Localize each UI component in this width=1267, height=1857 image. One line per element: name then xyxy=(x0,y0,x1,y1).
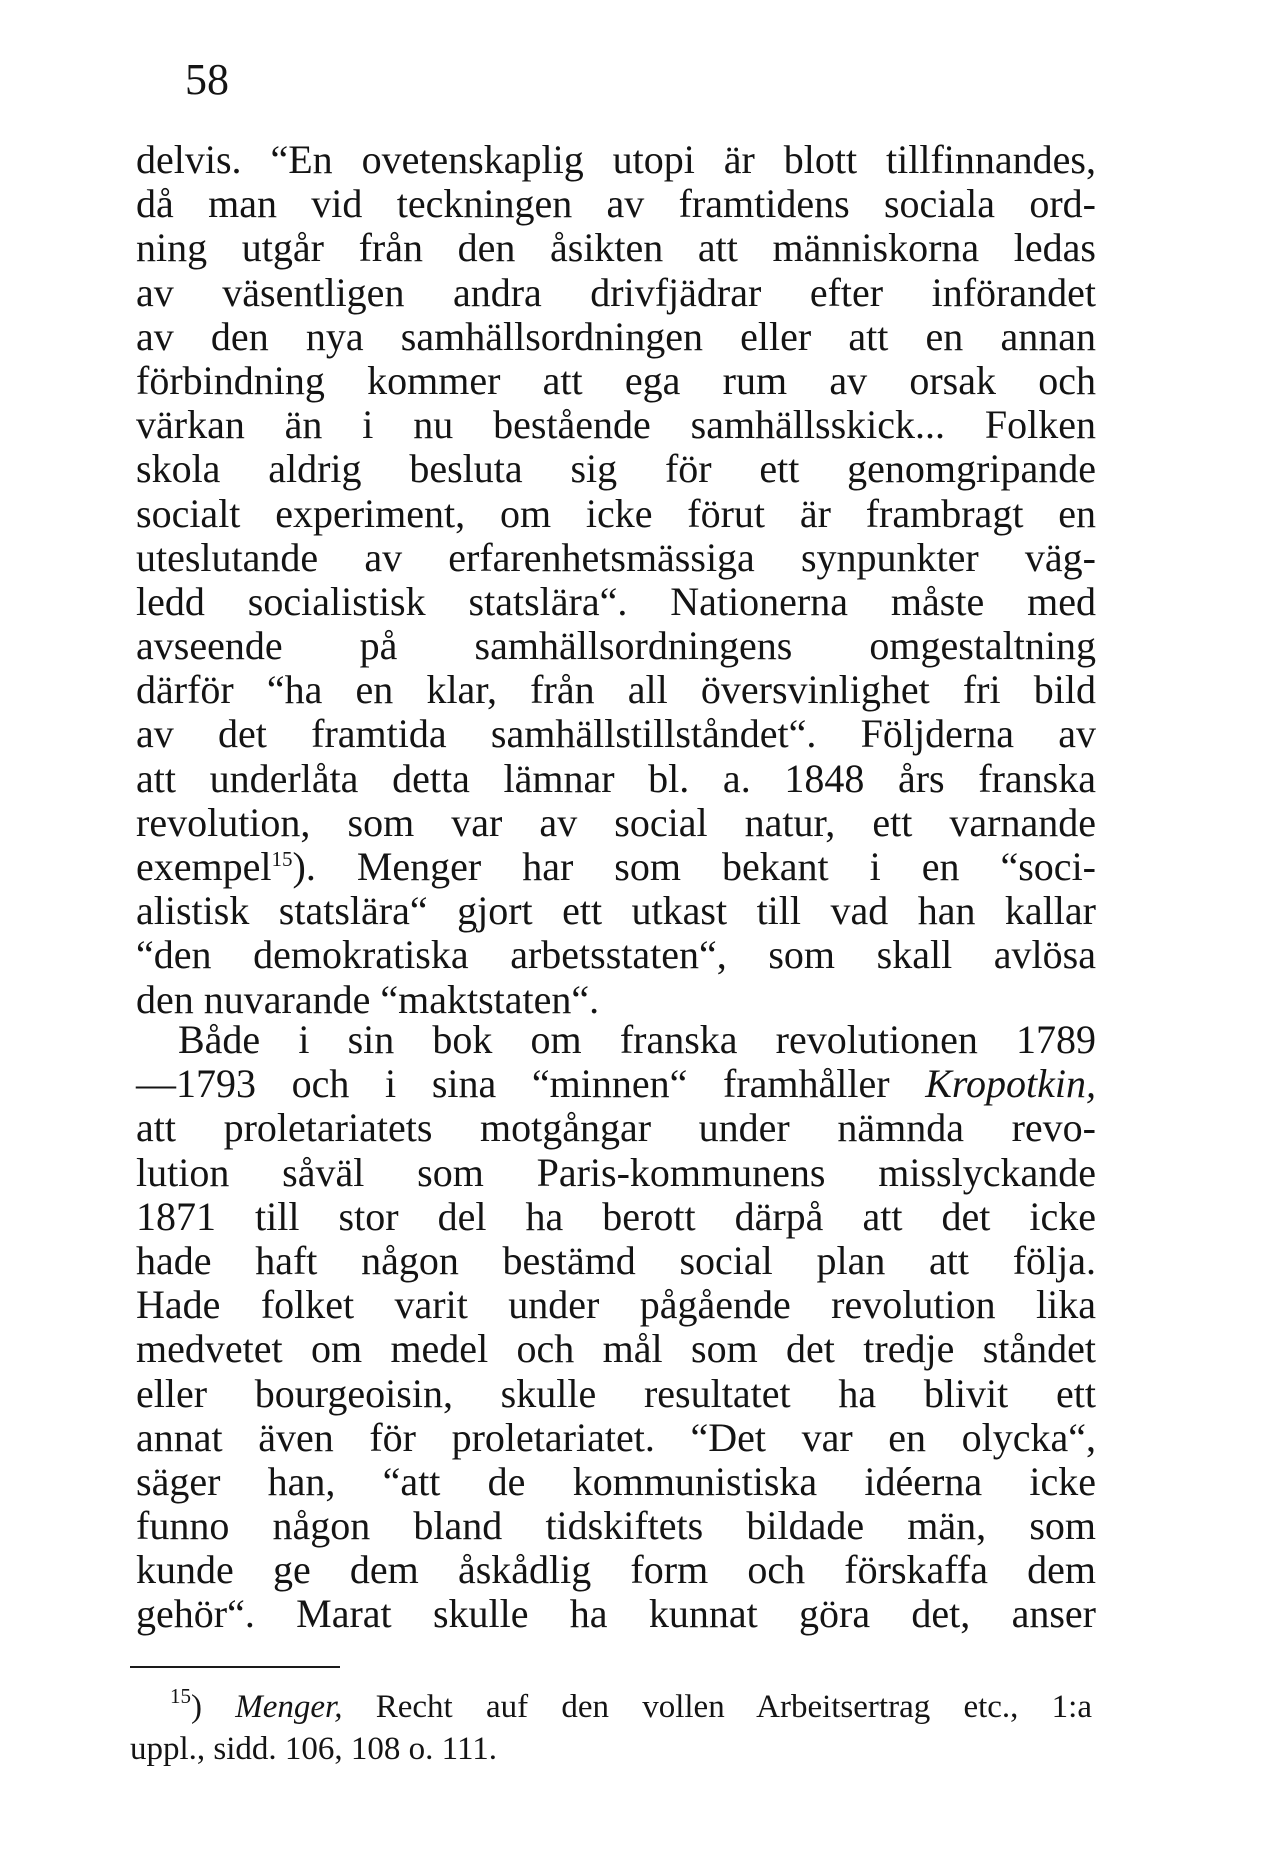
text-line: annat även för proletariatet. “Det var en olycka“, xyxy=(136,1414,1096,1460)
text-line-with-italic xyxy=(136,1062,1096,1106)
paragraph-1 xyxy=(136,138,1096,1022)
footnote-reference: 15 xyxy=(271,847,293,871)
footnote-marker: 15 xyxy=(170,1684,191,1708)
text-line: kunde ge dem åskådlig form och förskaffa dem xyxy=(136,1547,1096,1593)
text-line: 1871 till stor del ha berott därpå att det icke xyxy=(136,1193,1096,1239)
footnote-text: Recht auf den vollen Arbeitsertrag etc., 1:a xyxy=(342,1689,1092,1725)
footnote-line xyxy=(130,1686,1092,1728)
text-line: av väsentligen andra drivfjädrar efter införandet xyxy=(136,269,1096,315)
text-line-with-footnote-ref xyxy=(136,845,1096,889)
text-line: Hade folket varit under pågående revolution lika xyxy=(136,1282,1096,1328)
text-line: säger han, “att de kommunistiska idéerna icke xyxy=(136,1458,1096,1504)
text-line: uteslutande av erfarenhetsmässiga synpunkter väg- xyxy=(136,534,1096,580)
text-line: socialt experiment, om icke förut är frambragt en xyxy=(136,490,1096,536)
text-line: då man vid teckningen av framtidens sociala ord- xyxy=(136,181,1096,227)
footnote-marker-close: ) xyxy=(191,1689,202,1725)
page-number: 58 xyxy=(185,55,229,104)
text-line: hade haft någon bestämd social plan att följa. xyxy=(136,1237,1096,1283)
text-line: ning utgår från den åsikten att människorna ledas xyxy=(136,225,1096,271)
text-line: av det framtida samhällstillståndet“. Följderna av xyxy=(136,711,1096,757)
paragraph-2 xyxy=(136,1018,1096,1637)
text-line: att underlåta detta lämnar bl. a. 1848 års franska xyxy=(136,755,1096,801)
footnote xyxy=(130,1686,1092,1770)
text-line: värkan än i nu bestående samhällsskick... Folken xyxy=(136,402,1096,448)
text-fragment: exempel xyxy=(136,844,272,889)
italic-name: Kropotkin, xyxy=(925,1061,1096,1107)
text-line: revolution, som var av social natur, ett varnande xyxy=(136,799,1096,845)
footnote-line: uppl., sidd. 106, 108 o. 111. xyxy=(130,1731,497,1767)
text-line: av den nya samhällsordningen eller att en annan xyxy=(136,313,1096,359)
text-line: förbindning kommer att ega rum av orsak och xyxy=(136,357,1096,403)
footnote-divider xyxy=(130,1666,340,1668)
text-line: att proletariatets motgångar under nämnda revo- xyxy=(136,1105,1096,1151)
text-fragment: —1793 och i sina “minnen“ framhåller xyxy=(136,1061,926,1107)
text-line: “den demokratiska arbetsstaten“, som skall avlösa xyxy=(136,932,1096,978)
text-line: medvetet om medel och mål som det tredje ståndet xyxy=(136,1326,1096,1372)
text-line: skola aldrig besluta sig för ett genomgripande xyxy=(136,446,1096,492)
footnote-author: Menger, xyxy=(235,1689,343,1725)
text-line: delvis. “En ovetenskaplig utopi är blott tillfinnandes, xyxy=(136,137,1096,182)
text-line: avseende på samhällsordningens omgestaltning xyxy=(136,623,1096,669)
text-line: alistisk statslära“ gjort ett utkast till vad han kallar xyxy=(136,888,1096,934)
text-line: den nuvarande “maktstaten“. xyxy=(136,976,600,1022)
text-line: Både i sin bok om franska revolutionen 1789 xyxy=(178,1017,1096,1062)
text-line: gehör“. Marat skulle ha kunnat göra det, anser xyxy=(136,1591,1096,1637)
text-line: därför “ha en klar, från all översvinlighet fri bild xyxy=(136,667,1096,713)
text-line: lution såväl som Paris-kommunens misslyckande xyxy=(136,1149,1096,1195)
text-line: ledd socialistisk statslära“. Nationerna måste med xyxy=(136,578,1096,624)
text-line: funno någon bland tidskiftets bildade män, som xyxy=(136,1503,1096,1549)
text-line: eller bourgeoisin, skulle resultatet ha blivit ett xyxy=(136,1370,1096,1416)
text-fragment: ). Menger har som bekant i en “soci- xyxy=(292,844,1096,889)
